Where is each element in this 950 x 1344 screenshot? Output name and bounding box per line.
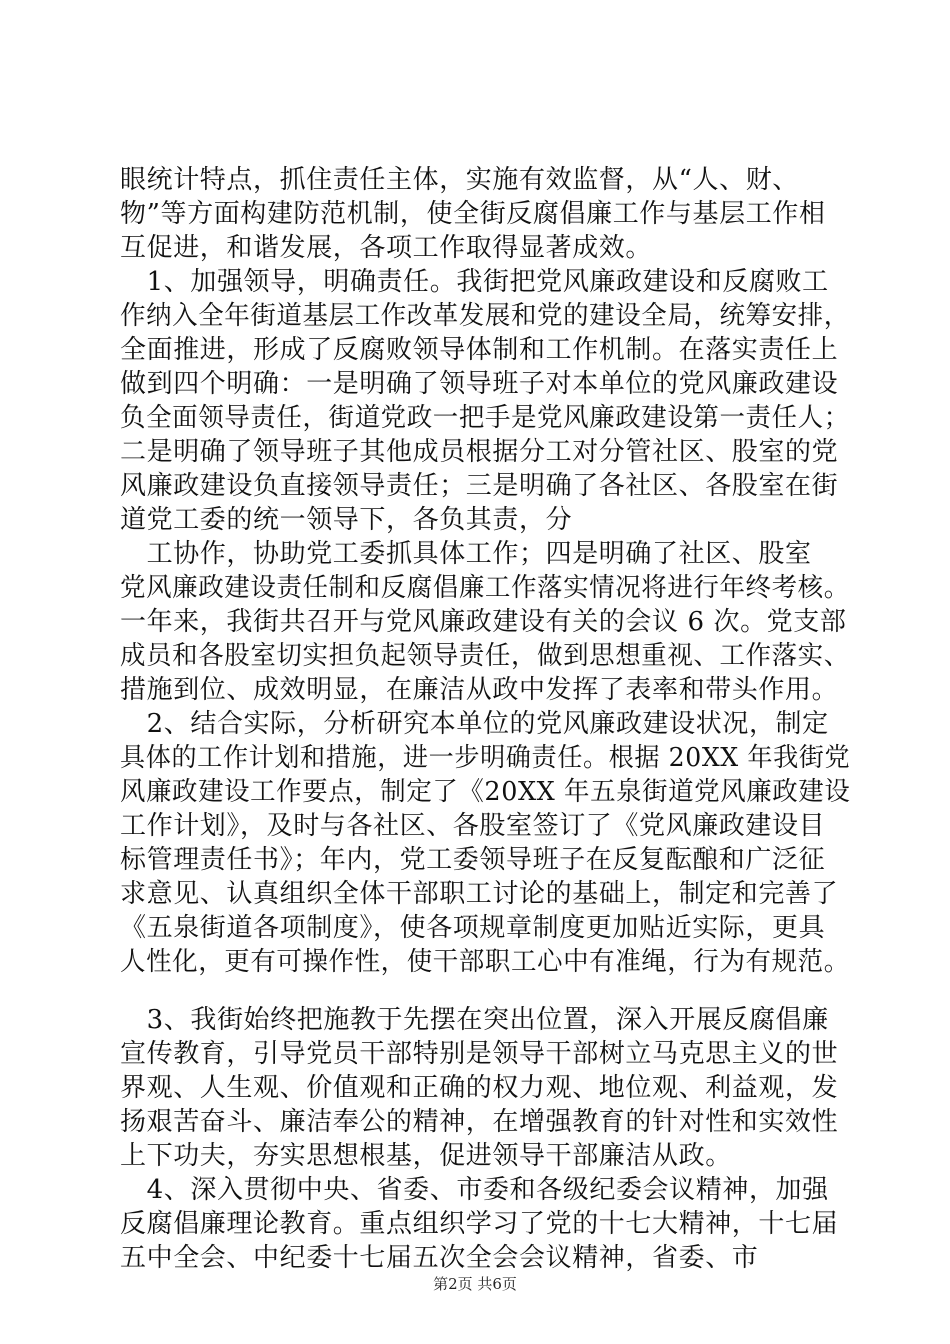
text-line: 标管理责任书》；年内，党工委领导班子在反复酝酿和广泛征 [120,845,826,875]
text-line: 党风廉政建设责任制和反腐倡廉工作落实情况将进行年终考核。 [120,573,850,603]
text-line: 做到四个明确：一是明确了领导班子对本单位的党风廉政建设 [120,369,839,399]
text-line: 成员和各股室切实担负起领导责任，做到思想重视、工作落实、 [120,641,850,671]
text-line: 具体的工作计划和措施，进一步明确责任。根据 20XX 年我街党 [120,743,851,773]
text-line: 界观、人生观、价值观和正确的权力观、地位观、利益观，发 [120,1073,839,1103]
text-line: 2、结合实际，分析研究本单位的党风廉政建设状况，制定 [120,709,829,739]
text-line: 五中全会、中纪委十七届五次全会会议精神，省委、市 [120,1243,759,1273]
text-line: 物”等方面构建防范机制，使全街反腐倡廉工作与基层工作相 [120,199,826,229]
text-line: 3、我街始终把施教于先摆在突出位置，深入开展反腐倡廉 [120,1005,829,1035]
text-line: 上下功夫，夯实思想根基，促进领导干部廉洁从政。 [120,1141,732,1171]
text-line: 求意见、认真组织全体干部职工讨论的基础上，制定和完善了 [120,879,839,909]
text-line: 工作计划》，及时与各社区、各股室签订了《党风廉政建设目 [120,811,826,841]
text-line: 二是明确了领导班子其他成员根据分工对分管社区、股室的党 [120,437,839,467]
text-line: 负全面领导责任，街道党政一把手是党风廉政建设第一责任人； [120,403,850,433]
page-footer: 第2页 共6页 [433,1275,517,1293]
text-line: 人性化，更有可操作性，使干部职工心中有准绳，行为有规范。 [120,947,850,977]
text-line: 工协作，协助党工委抓具体工作；四是明确了社区、股室 [120,539,812,569]
text-line: 风廉政建设负直接领导责任；三是明确了各社区、各股室在街 [120,471,839,501]
text-line: 4、深入贯彻中央、省委、市委和各级纪委会议精神，加强 [120,1175,829,1205]
text-line: 1、加强领导，明确责任。我街把党风廉政建设和反腐败工 [120,267,829,297]
text-line: 眼统计特点，抓住责任主体，实施有效监督，从“人、财、 [120,165,799,195]
text-line: 一年来，我街共召开与党风廉政建设有关的会议 6 次。党支部 [120,607,847,637]
text-line: 道党工委的统一领导下，各负其责，分 [120,505,573,535]
text-line: 宣传教育，引导党员干部特别是领导干部树立马克思主义的世 [120,1039,839,1069]
text-line: 作纳入全年街道基层工作改革发展和党的建设全局，统筹安排， [120,301,850,331]
text-line: 措施到位、成效明显，在廉洁从政中发挥了表率和带头作用。 [120,675,839,705]
text-line: 扬艰苦奋斗、廉洁奉公的精神，在增强教育的针对性和实效性 [120,1107,839,1137]
text-line: 风廉政建设工作要点，制定了《20XX 年五泉街道党风廉政建设 [120,777,851,807]
text-line: 反腐倡廉理论教育。重点组织学习了党的十七大精神，十七届 [120,1209,839,1239]
text-line: 《五泉街道各项制度》，使各项规章制度更加贴近实际，更具 [120,913,826,943]
text-line: 全面推进，形成了反腐败领导体制和工作机制。在落实责任上 [120,335,839,365]
text-line: 互促进，和谐发展，各项工作取得显著成效。 [120,233,653,263]
